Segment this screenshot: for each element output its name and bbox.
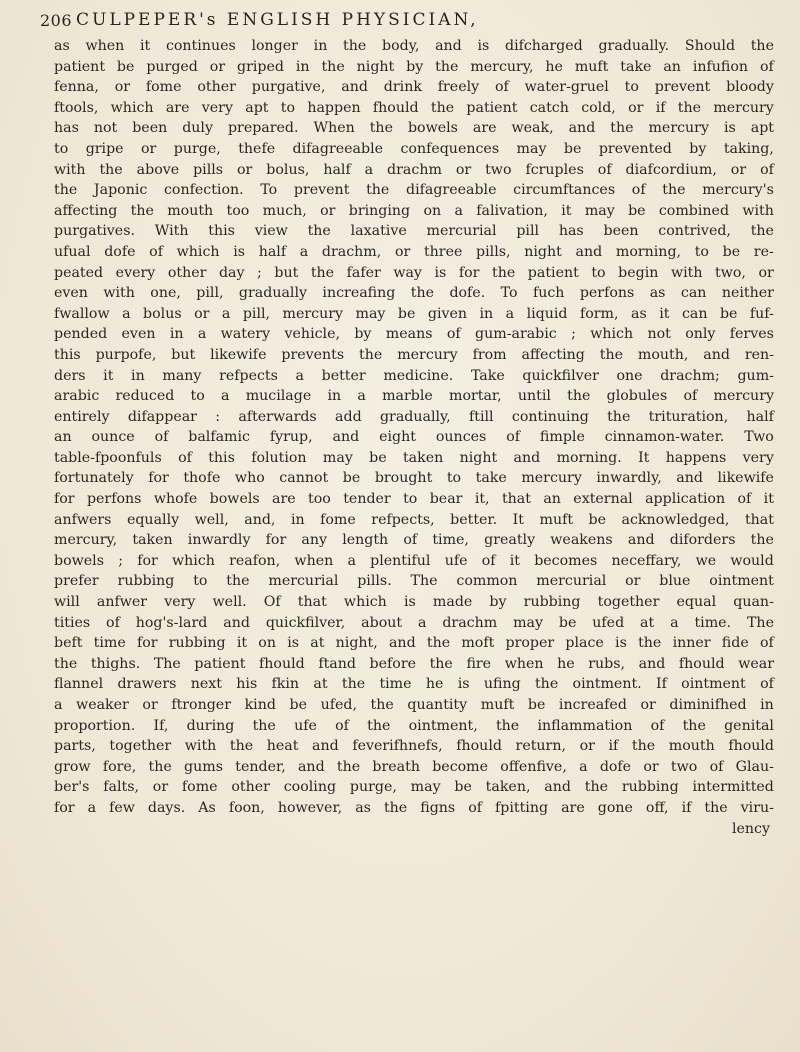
- text-line: to gripe or purge, thefe difagreeable confequences may be prevented by taking,: [54, 140, 774, 157]
- text-line: ber's falts, or fome other cooling purge, may be taken, and the rubbing intermitted: [54, 779, 774, 796]
- text-line: purgatives. With this view the laxative mercurial pill has been contrived, the: [54, 223, 774, 240]
- page-number: 206: [40, 10, 73, 30]
- text-line: proportion. If, during the ufe of the ointment, the inflammation of the genital: [54, 717, 774, 734]
- text-line: grow fore, the gums tender, and the breath become offenfive, a dofe or two of Glau-: [54, 758, 774, 775]
- text-line: prefer rubbing to the mercurial pills. The common mercurial or blue ointment: [54, 573, 774, 590]
- text-line: mercury, taken inwardly for any length of time, greatly weakens and diforders the: [54, 532, 774, 549]
- text-line: has not been duly prepared. When the bowels are weak, and the mercury is apt: [54, 120, 774, 137]
- text-line: fenna, or fome other purgative, and drink freely of water-gruel to prevent bloody: [54, 79, 774, 96]
- text-line: parts, together with the heat and feverifhnefs, fhould return, or if the mouth fhould: [54, 738, 774, 755]
- text-line: for perfons whofe bowels are too tender to bear it, that an external application of it: [54, 491, 774, 508]
- text-line: fwallow a bolus or a pill, mercury may be given in a liquid form, as it can be fuf-: [54, 305, 774, 322]
- text-line: for a few days. As foon, however, as the figns of fpitting are gone off, if the viru-: [54, 799, 774, 816]
- text-line: bowels ; for which reafon, when a plentiful ufe of it becomes neceffary, we would: [54, 552, 774, 569]
- text-line: patient be purged or griped in the night by the mercury, he muft take an infufion of: [54, 58, 774, 75]
- catchword: lency: [731, 820, 770, 837]
- text-line: this purpofe, but likewife prevents the mercury from affecting the mouth, and ren-: [54, 346, 774, 363]
- text-line: as when it continues longer in the body, and is difcharged gradually. Should the: [54, 38, 774, 54]
- text-line: anfwers equally well, and, in fome refpects, better. It muft be acknowledged, that: [54, 511, 774, 528]
- text-line: beft time for rubbing it on is at night, and the moft proper place is the inner fide of: [54, 635, 774, 652]
- text-line: fortunately for thofe who cannot be brought to take mercury inwardly, and likewife: [54, 470, 774, 487]
- running-head: [40, 6, 780, 34]
- text-line: ufual dofe of which is half a drachm, or three pills, night and morning, to be re-: [54, 243, 774, 260]
- text-line: will anfwer very well. Of that which is made by rubbing together equal quan-: [54, 594, 774, 611]
- text-line: an ounce of balfamic fyrup, and eight ounces of fimple cinnamon-water. Two: [54, 429, 774, 446]
- text-line: affecting the mouth too much, or bringing on a falivation, it may be combined with: [54, 202, 774, 219]
- text-line: table-fpoonfuls of this folution may be taken night and morning. It happens very: [54, 449, 774, 466]
- text-line: with the above pills or bolus, half a drachm or two fcruples of diafcordium, or of: [54, 161, 774, 178]
- text-line: flannel drawers next his fkin at the time he is ufing the ointment. If ointment of: [54, 676, 774, 693]
- text-line: the Japonic confection. To prevent the difagreeable circumftances of the mercury's: [54, 182, 774, 199]
- text-line: pended even in a watery vehicle, by means of gum-arabic ; which not only ferves: [54, 326, 774, 343]
- running-title: CULPEPER's ENGLISH PHYSICIAN,: [76, 10, 479, 30]
- body-text: [54, 36, 774, 839]
- text-line: arabic reduced to a mucilage in a marble mortar, until the globules of mercury: [54, 388, 774, 405]
- text-line: entirely difappear : afterwards add gradually, ftill continuing the trituration, half: [54, 408, 774, 425]
- text-line: tities of hog's-lard and quickfilver, about a drachm may be ufed at a time. The: [54, 614, 774, 631]
- text-line: ftools, which are very apt to happen fhould the patient catch cold, or if the mercury: [54, 99, 774, 116]
- text-line: ders it in many refpects a better medicine. Take quickfilver one drachm; gum-: [54, 367, 774, 384]
- text-line: a weaker or ftronger kind be ufed, the quantity muft be increafed or diminifhed in: [54, 697, 774, 713]
- text-line: peated every other day ; but the fafer way is for the patient to begin with two, or: [54, 264, 774, 281]
- text-line: even with one, pill, gradually increafing the dofe. To fuch perfons as can neither: [54, 285, 774, 302]
- text-line: the thighs. The patient fhould ftand before the fire when he rubs, and fhould wear: [54, 655, 774, 672]
